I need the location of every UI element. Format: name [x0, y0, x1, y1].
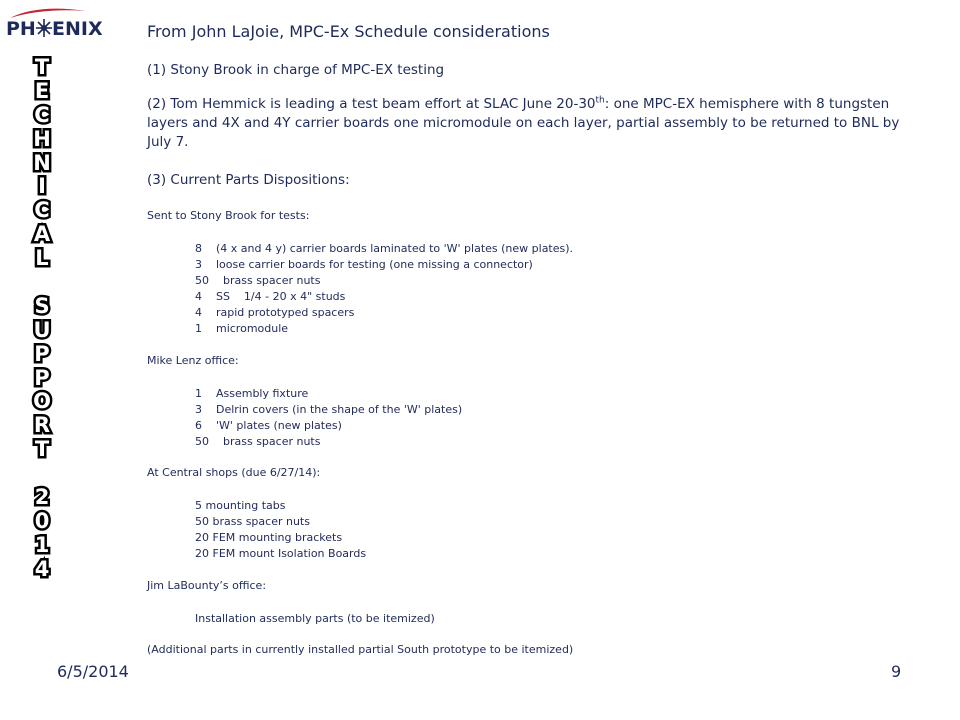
banner-letter: P: [34, 341, 50, 366]
banner-letter: 1: [34, 532, 50, 557]
list-item: 20 FEM mount Isolation Boards: [195, 547, 367, 560]
banner-letter: A: [33, 222, 51, 247]
list-item: 4 SS 1/4 - 20 x 4" studs: [195, 290, 346, 303]
banner-letter: C: [34, 102, 50, 127]
list-item: 20 FEM mounting brackets: [195, 531, 343, 544]
banner-letter: C: [34, 198, 50, 223]
list-item: Installation assembly parts (to be itemized): [195, 611, 435, 625]
banner-letter: R: [33, 413, 51, 438]
phenix-star-icon: [34, 17, 54, 39]
banner-letter: 4: [34, 556, 50, 581]
banner-letter: H: [33, 126, 51, 151]
list-item: 5 mounting tabs: [195, 499, 286, 512]
section-heading: At Central shops (due 6/27/14):: [147, 466, 321, 479]
list-item: 4 rapid prototyped spacers: [195, 306, 355, 319]
list-item: 50 brass spacer nuts: [195, 515, 310, 528]
slide-number: 9: [891, 662, 902, 681]
slide-title: From John LaJoie, MPC-Ex Schedule considerations: [147, 22, 550, 41]
banner-letter: O: [33, 389, 51, 414]
list-item: 50 brass spacer nuts: [195, 434, 321, 448]
section-heading: Mike Lenz office:: [147, 353, 239, 367]
banner-letter: [24, 462, 60, 486]
point-1: (1) Stony Brook in charge of MPC-EX testing: [147, 62, 445, 78]
phenix-logo: [6, 6, 103, 46]
list-item: 3 loose carrier boards for testing (one missing a connector): [195, 258, 533, 271]
technical-support-banner: [24, 56, 60, 582]
list-item: 3 Delrin covers (in the shape of the 'W' plates): [195, 402, 463, 416]
banner-letter: N: [33, 150, 51, 175]
banner-letter: P: [34, 365, 50, 390]
banner-letter: L: [35, 246, 49, 271]
list-item: 1 micromodule: [195, 322, 289, 335]
point-2-post: : one MPC-EX hemisphere with 8 tungsten layers and 4X and 4Y carrier boards one micromodule on each layer, partial assembly to be returned to BNL by July 7.: [147, 96, 900, 150]
logo-text-left: PH: [6, 18, 36, 40]
list-item: 8 (4 x and 4 y) carrier boards laminated to 'W' plates (new plates).: [195, 242, 574, 255]
list-item: 1 Assembly fixture: [195, 386, 309, 400]
banner-letter: I: [38, 174, 46, 199]
footer-date: 6/5/2014: [57, 662, 129, 681]
list-item: 50 brass spacer nuts: [195, 274, 321, 287]
banner-letter: T: [34, 437, 50, 462]
banner-letter: E: [34, 78, 50, 103]
banner-letter: 2: [34, 485, 50, 510]
banner-letter: T: [34, 55, 50, 79]
banner-letter: [24, 271, 60, 295]
section-heading: Jim LaBounty’s office:: [147, 578, 267, 592]
logo-text-right: ENIX: [52, 18, 103, 40]
banner-letter: 0: [34, 508, 50, 533]
point-2: [147, 95, 917, 152]
section-heading: Sent to Stony Brook for tests:: [147, 209, 310, 222]
point-2-pre: (2) Tom Hemmick is leading a test beam effort at SLAC June 20-30: [147, 96, 596, 112]
point-2-sup: th: [595, 95, 605, 106]
banner-letter: U: [33, 317, 51, 342]
point-3: (3) Current Parts Dispositions:: [147, 172, 350, 188]
list-item: 6 'W' plates (new plates): [195, 418, 342, 432]
banner-letter: S: [34, 293, 50, 318]
closing-note: (Additional parts in currently installed partial South prototype to be itemized): [147, 643, 574, 656]
parts-dispositions-list: [147, 208, 907, 658]
